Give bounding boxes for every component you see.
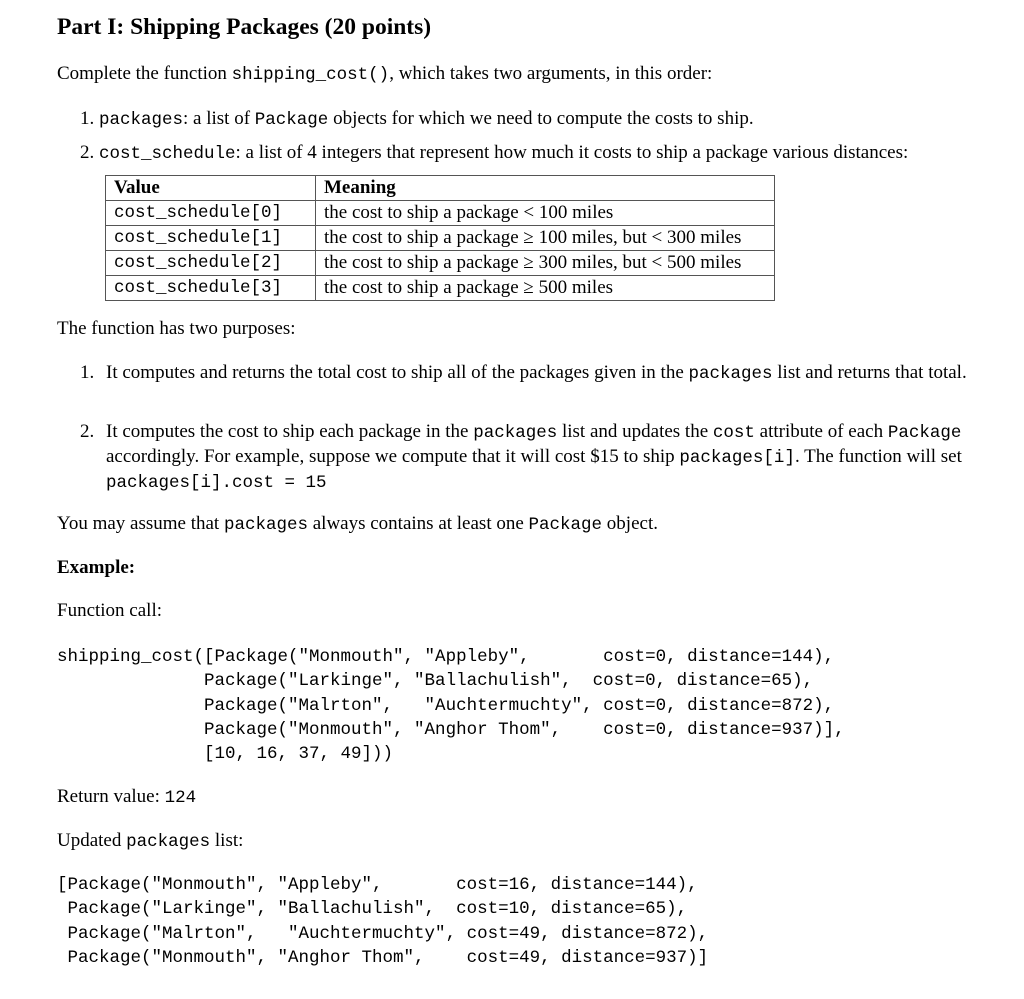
arg-description: objects for which we need to compute the costs to ship. — [328, 108, 754, 129]
arg-description: : a list of 4 integers that represent how much it costs to ship a package various distances: — [235, 142, 909, 163]
arg-item-2 — [80, 141, 908, 166]
table-cell-meaning: the cost to ship a package ≥ 500 miles — [316, 276, 775, 301]
intro-func: shipping_cost() — [231, 65, 390, 85]
table-cell-meaning: the cost to ship a package ≥ 100 miles, but < 300 miles — [316, 226, 775, 251]
updated-code: packages — [126, 832, 211, 852]
purpose-code: Package — [887, 423, 962, 443]
purpose-code: cost — [712, 423, 755, 443]
assumption-paragraph: You may assume that packages always contains at least one Package object. — [57, 513, 658, 535]
updated-list-label: Updated packages list: — [57, 830, 244, 852]
assume-code: Package — [528, 515, 603, 535]
table-cell-value: cost_schedule[1] — [106, 226, 316, 251]
intro-after: , which takes two arguments, in this order: — [389, 63, 713, 84]
table-row — [106, 276, 775, 301]
return-value-line — [57, 785, 196, 810]
assume-code: packages — [223, 515, 308, 535]
table-row — [106, 251, 775, 276]
purpose-code: packages — [688, 364, 773, 384]
return-label: Return value: — [57, 786, 165, 807]
updated-list-code: [Package("Monmouth", "Appleby", cost=16, distance=144), Package("Larkinge", "Ballachulish", cost=10, distance=65), Package("Malrton", "Auchtermuchty", cost=49, distance=872), Package("Monmouth", "Anghor Thom", cost=49, distance=937)] — [57, 875, 709, 968]
table-row — [106, 201, 775, 226]
arg-item-1 — [80, 107, 754, 132]
purpose-item-1: It computes and returns the total cost to ship all of the packages given in the packages list and returns that total. — [106, 362, 967, 384]
arg-number: 1. — [80, 108, 95, 129]
purpose-code: packages[i] — [679, 448, 795, 468]
table-cell-value: cost_schedule[2] — [106, 251, 316, 276]
intro-before: Complete the function — [57, 63, 232, 84]
table-header-row — [106, 176, 775, 201]
table-cell-value: cost_schedule[3] — [106, 276, 316, 301]
purpose-number-2: 2. — [80, 421, 95, 442]
table-cell-meaning: the cost to ship a package ≥ 300 miles, but < 500 miles — [316, 251, 775, 276]
function-call-label: Function call: — [57, 600, 163, 621]
return-value: 124 — [164, 788, 197, 808]
purposes-intro: The function has two purposes: — [57, 318, 296, 339]
arg-type: Package — [254, 110, 329, 130]
purpose-code: packages[i].cost = 15 — [106, 473, 327, 493]
table-cell-meaning: the cost to ship a package < 100 miles — [316, 201, 775, 226]
intro-paragraph — [57, 62, 712, 87]
arg-number: 2. — [80, 142, 95, 163]
example-heading: Example: — [57, 557, 136, 578]
arg-sep: : a list of — [183, 108, 255, 129]
table-cell-value: cost_schedule[0] — [106, 201, 316, 226]
arg-name: cost_schedule — [99, 144, 236, 164]
purpose-code: packages — [473, 423, 558, 443]
table-header-value: Value — [106, 176, 316, 201]
arg-name: packages — [99, 110, 184, 130]
page-title: Part I: Shipping Packages (20 points) — [57, 14, 432, 40]
purpose-item-2: It computes the cost to ship each package in the packages list and updates the cost attribute of each Package accordingly. For example, suppose we compute that it will cost $15 to ship packages[i]. The function will set packages[i].cost = 15 — [106, 421, 962, 493]
cost-schedule-table — [105, 175, 775, 301]
table-row — [106, 226, 775, 251]
function-call-code: shipping_cost([Package("Monmouth", "Appleby", cost=0, distance=144), Package("Larkinge", "Ballachulish", cost=0, distance=65), Package("Malrton", "Auchtermuchty", cost=0, distance=872), Package("Monmouth", "Anghor Thom", cost=0, distance=937)], [10, 16, 37, 49])) — [57, 647, 845, 765]
purpose-number-1: 1. — [80, 362, 95, 383]
table-header-meaning: Meaning — [316, 176, 775, 201]
